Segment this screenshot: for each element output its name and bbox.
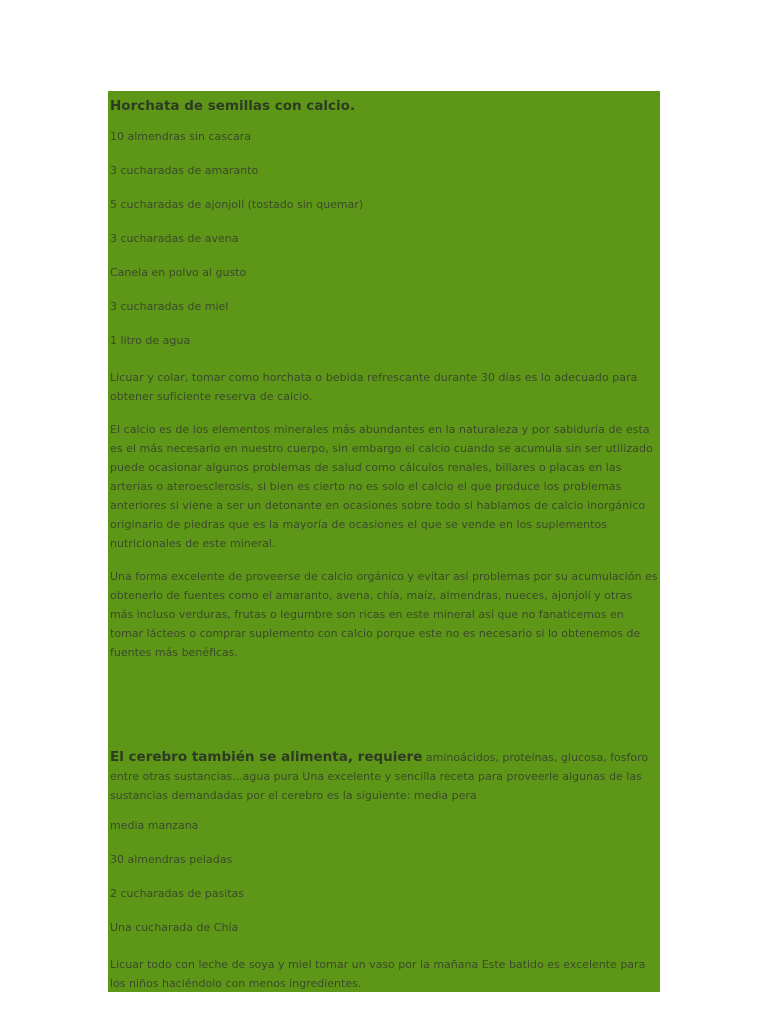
recipe-2-intro (110, 748, 658, 805)
ingredient-line: 3 cucharadas de avena (110, 232, 239, 245)
ingredient-line: 3 cucharadas de miel (110, 300, 229, 313)
recipe-1-title: Horchata de semillas con calcio. (110, 98, 356, 114)
recipe-2-instructions: Licuar todo con leche de soya y miel tomar un vaso por la mañana Este batido es excelente para los niños haciéndolo con menos ingredientes. (110, 958, 646, 990)
ingredient-line: 2 cucharadas de pasitas (110, 887, 245, 900)
ingredient-line: 1 litro de agua (110, 334, 191, 347)
organic-calcium-paragraph: Una forma excelente de proveerse de calcio orgánico y evitar así problemas por su acumulación es obtenerlo de fuentes como el amaranto, avena, chía, maíz, almendras, nueces, ajonjolí y otras más incluso verduras, frutas o legumbre son ricas en este mineral así que no fanaticemos en tomar lácteos o comprar suplemento con calcio porque este no es necesario si lo obtenemos de fuentes más benéficas. (110, 570, 658, 659)
ingredient-line: 5 cucharadas de ajonjolí (tostado sin quemar) (110, 198, 364, 211)
document-page (108, 91, 660, 992)
ingredient-line: Una cucharada de Chía (110, 921, 239, 934)
recipe-2-title: El cerebro también se alimenta, requiere (110, 749, 423, 765)
recipe-2-intro-text: aminoácidos, proteínas, glucosa, fosforo entre otras sustancias...agua pura Una excelente y sencilla receta para proveerle algunas de las sustancias demandadas por el cerebro es la siguiente: media pera (110, 751, 649, 802)
ingredient-line: 10 almendras sin cascara (110, 130, 252, 143)
ingredient-line: Canela en polvo al gusto (110, 266, 247, 279)
ingredient-line: 3 cucharadas de amaranto (110, 164, 259, 177)
ingredient-line: 30 almendras peladas (110, 853, 233, 866)
recipe-1-section (110, 97, 658, 662)
calcium-paragraph: El calcio es de los elementos minerales más abundantes en la naturaleza y por sabiduría de esta es el más necesario en nuestro cuerpo, sin embargo el calcio cuando se acumula sin ser utilizado puede ocasionar algunos problemas de salud como cálculos renales, biliares o placas en las arterias o ateroesclerosis, si bien es cierto no es solo el calcio el que produce los problemas anteriores si viene a ser un detonante en ocasiones sobre todo si hablamos de calcio inorgánico originario de piedras que es la mayoría de ocasiones el que se vende en los suplementos nutricionales de este mineral. (110, 423, 653, 550)
recipe-1-instructions: Licuar y colar, tomar como horchata o bebida refrescante durante 30 días es lo adecuado para obtener suficiente reserva de calcio. (110, 371, 638, 403)
recipe-2-section (110, 748, 658, 992)
ingredient-line: media manzana (110, 819, 199, 832)
